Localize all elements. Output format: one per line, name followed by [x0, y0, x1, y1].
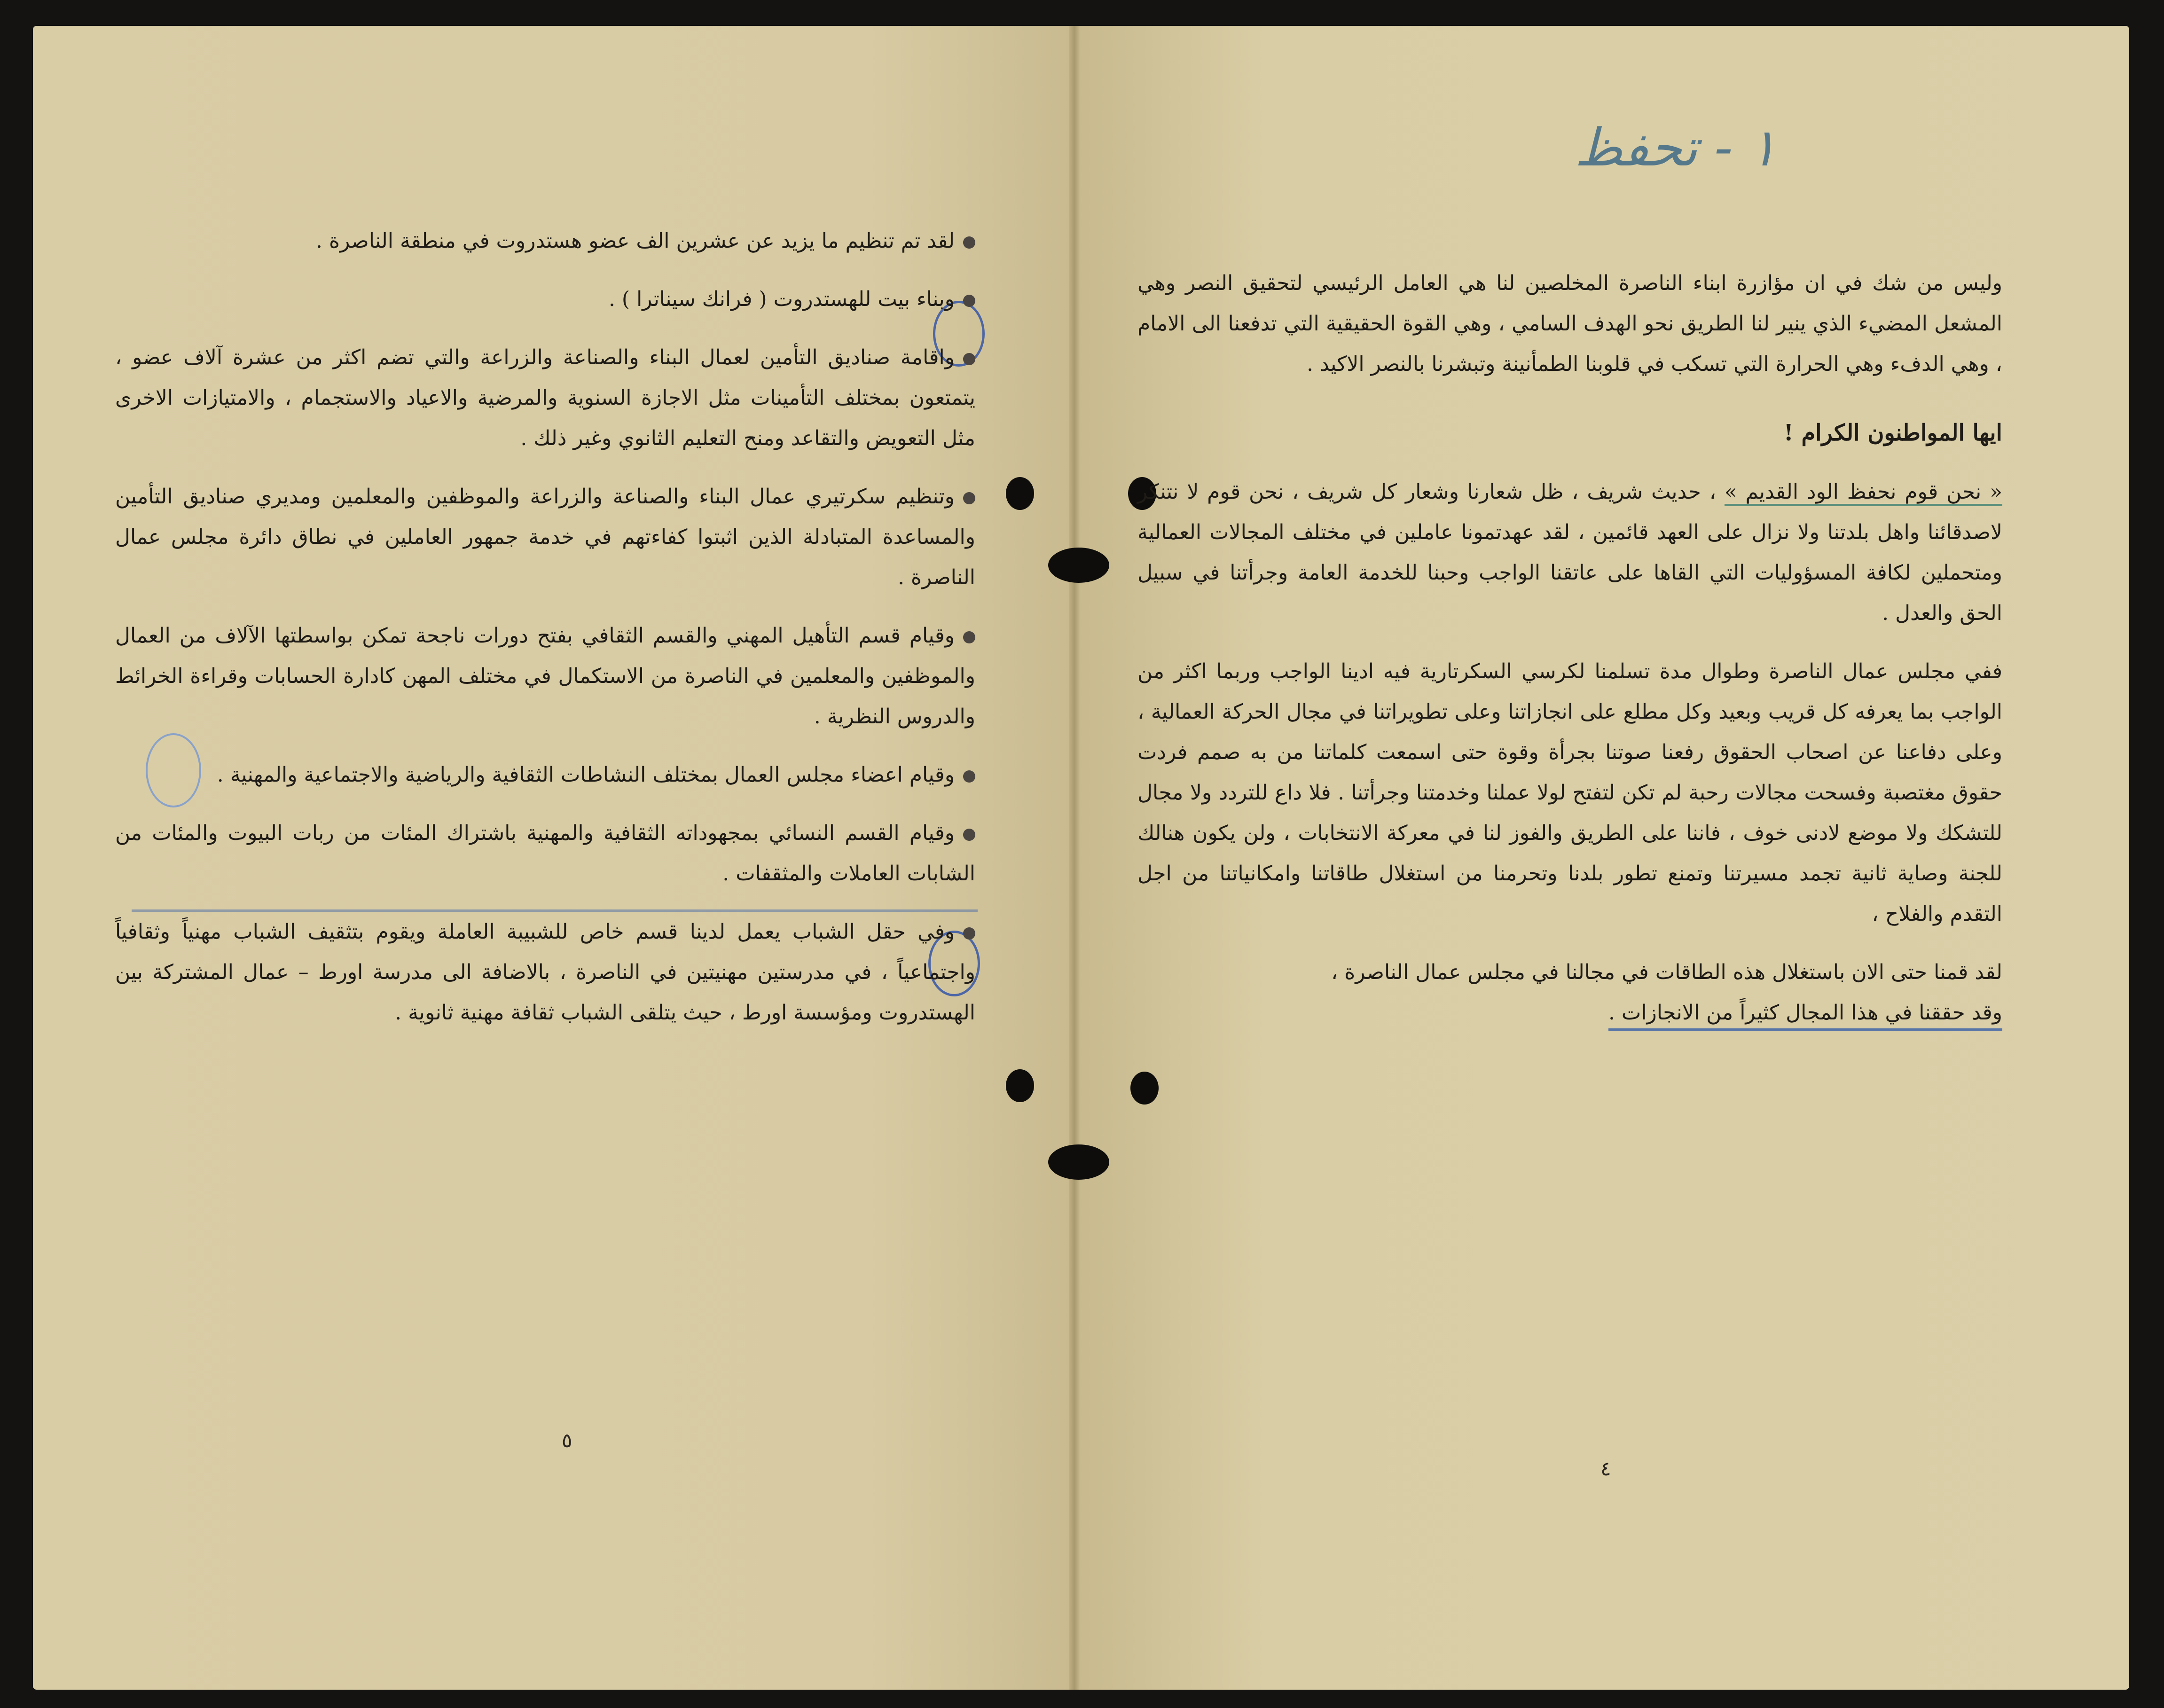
bullet-text: وقيام اعضاء مجلس العمال بمختلف النشاطات الثقافية والرياضية والاجتماعية والمهنية . — [217, 763, 955, 787]
staple-hole — [1006, 1069, 1034, 1102]
bullet-icon — [963, 492, 975, 504]
bullet-item — [115, 477, 975, 598]
staple-hole — [1048, 548, 1109, 583]
bullet-item — [115, 221, 975, 261]
paragraph: ففي مجلس عمال الناصرة وطوال مدة تسلمنا لكرسي السكرتارية فيه ادينا الواجب وربما اكثر من الواجب بما يعرفه كل قريب وبعيد وكل مطلع على انجازاتنا وعلى تطويراتنا في مجال الحركة العمالية ، وعلى دفاعنا عن اصحاب الحقوق رفعنا صوتنا بجرأة وقوة حتى اسمعت كلماتنا من به صمم فردت حقوق مغتصبة وفسحت مجالات رحبة لم تكن لتفتح لولا عملنا وخدمتنا وجرأتنا . فلا داع للتردد ولا مجال للتشكك ولا موضع لادنى خوف ، فاننا على الطريق والفوز لنا في معركة الانتخابات ، ولن يكون هنالك للجنة وصاية ثانية تجمد مسيرتنا وتمنع تطور بلدنا وتحرمنا من استغلال طاقاتنا وامكانياتنا من اجل التقدم والفلاح ، — [1137, 659, 2002, 926]
staple-hole — [1130, 1072, 1159, 1105]
bullet-text: لقد تم تنظيم ما يزيد عن عشرين الف عضو هستدروت في منطقة الناصرة . — [316, 229, 955, 253]
handwritten-note: ١ - تحفظ — [1575, 118, 1777, 178]
right-page-text — [1137, 263, 2002, 1033]
paragraph-text: ، حديث شريف ، ظل شعارنا وشعار كل شريف ، نحن قوم لا نتنكر لاصدقائنا واهل بلدتنا ولا نزال على العهد قائمين ، لقد عهدتمونا عاملين في مختلف المجالات العمالية ومتحملين لكافة المسؤوليات التي القاها على عاتقنا الواجب وحبنا للخدمة العامة وجرأتنا في سبيل الحق والعدل . — [1137, 480, 2002, 625]
staple-hole — [1006, 477, 1034, 510]
bullet-icon — [963, 353, 975, 365]
page-number-left: ٥ — [562, 1429, 572, 1452]
booklet-spine — [1069, 26, 1080, 1690]
paragraph — [1137, 472, 2002, 634]
bullet-text: وبناء بيت للهستدروت ( فرانك سيناترا ) . — [608, 287, 955, 311]
bullet-item — [115, 755, 975, 795]
bullet-icon — [963, 631, 975, 643]
paragraph: وليس من شك في ان مؤازرة ابناء الناصرة المخلصين لنا هي العامل الرئيسي لتحقيق النصر وهي المشعل المضيء الذي ينير لنا الطريق نحو الهدف السامي ، وهي القوة الحقيقية التي تدفعنا الى الامام ، وهي الدفء وهي الحرارة التي تسكب في قلوبنا الطمأنينة وتبشرنا بالنصر الاكيد . — [1137, 271, 2002, 376]
underlined-quote: « نحن قوم نحفظ الود القديم » — [1725, 480, 2002, 506]
bullet-icon — [963, 927, 975, 940]
underlined-closing-line: وقد حققنا في هذا المجال كثيراً من الانجازات . — [1608, 1001, 2002, 1031]
bullet-text: وقيام قسم التأهيل المهني والقسم الثقافي بفتح دورات ناجحة تمكن بواسطتها الآلاف من العمال والموظفين والمعلمين في الناصرة من الاستكمال في مختلف المهن كادارة الحسابات وقراءة الخرائط والدروس النظرية . — [115, 624, 975, 729]
section-heading: ايها المواطنون الكرام ! — [1783, 420, 2002, 446]
bullet-item — [115, 279, 975, 320]
bullet-icon — [963, 295, 975, 307]
page-number-right: ٤ — [1600, 1457, 1611, 1480]
bullet-item — [115, 912, 975, 1033]
staple-hole — [1048, 1144, 1109, 1180]
bullet-text: وفي حقل الشباب يعمل لدينا قسم خاص للشبيبة العاملة ويقوم بتثقيف الشباب مهنياً وثقافياً واجتماعياً ، في مدرستين مهنيتين في الناصرة ، بالاضافة الى مدرسة اورط – عمال المشتركة بين الهستدروت ومؤسسة اورط ، حيث يتلقى الشباب ثقافة مهنية ثانوية . — [115, 920, 975, 1025]
bullet-item — [115, 813, 975, 894]
paragraph — [1137, 952, 2002, 1033]
bullet-text: وقيام القسم النسائي بمجهوداته الثقافية والمهنية باشتراك المئات من ربات البيوت والمئات من الشابات العاملات والمثقفات . — [115, 821, 975, 885]
bullet-icon — [963, 829, 975, 841]
bullet-text: وتنظيم سكرتيري عمال البناء والصناعة والزراعة والموظفين والمعلمين ومديري صناديق التأمين والمساعدة المتبادلة الذين اثبتوا كفاءتهم في خدمة جمهور العاملين في نطاق دائرة مجلس عمال الناصرة . — [115, 485, 975, 589]
bullet-item — [115, 616, 975, 737]
left-page-text — [115, 221, 975, 1051]
bullet-icon — [963, 236, 975, 249]
closing-line: لقد قمنا حتى الان باستغلال هذه الطاقات في مجالنا في مجلس عمال الناصرة ، — [1331, 960, 2002, 984]
bullet-icon — [963, 770, 975, 783]
bullet-item — [115, 337, 975, 459]
bullet-text: واقامة صناديق التأمين لعمال البناء والصناعة والزراعة والتي تضم اكثر من عشرة آلاف عضو ، يتمتعون بمختلف التأمينات مثل الاجازة السنوية والمرضية والاعياد والاستجمام ، والامتيازات الاخرى مثل التعويض والتقاعد ومنح التعليم الثانوي وغير ذلك . — [115, 345, 975, 450]
